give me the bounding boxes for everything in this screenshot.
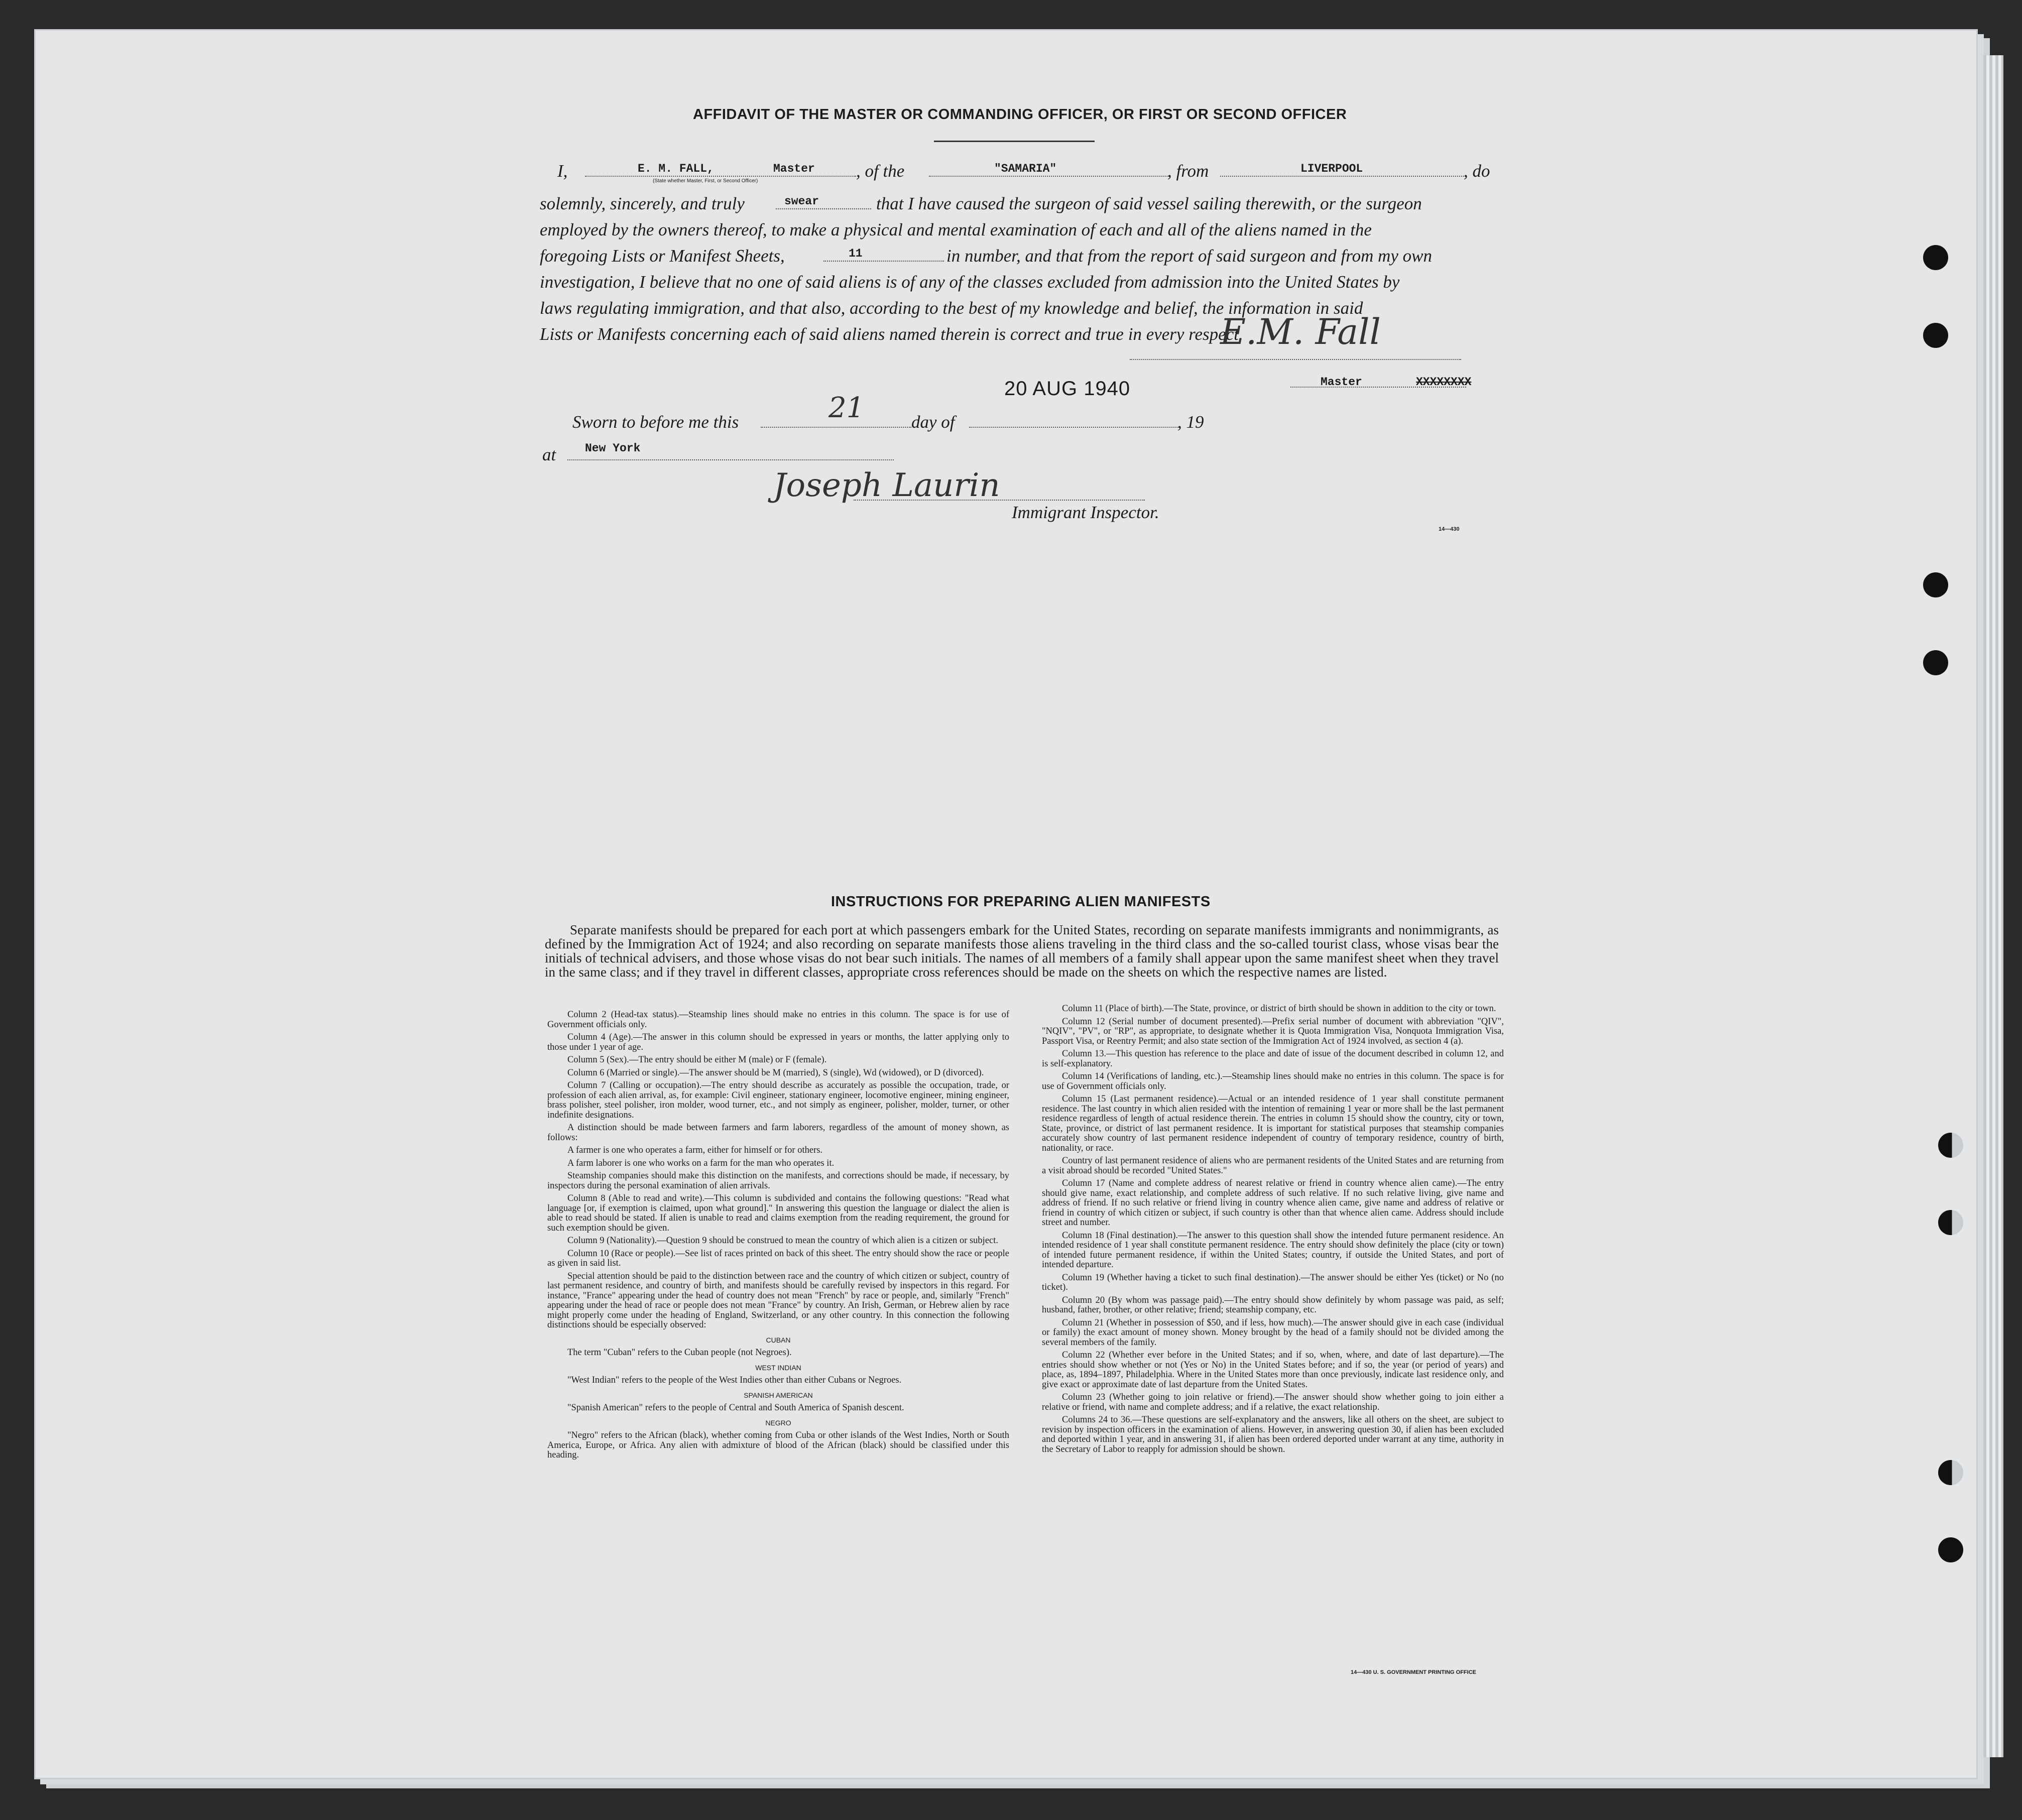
sworn-place: New York xyxy=(585,442,641,455)
from-label: , from xyxy=(1167,161,1209,181)
affidavit-line7: Lists or Manifests concerning each of said aliens named therein is correct and true in every respect. xyxy=(540,324,1243,344)
title-underline xyxy=(934,141,1095,142)
right-paragraph: Column 15 (Last permanent residence).—Actual or an intended residence of 1 year shall constitute permanent residence. The last country in which alien resided with the intention of remaining 1 year or more shall be the last permanent residence regardless of length of actual residence therein. The entries in column 15 should show the country, city or town, State, province, or district of last permanent residence. It is important for statistical purposes that steamship companies accurately show country of last permanent residence independent of country of temporary residence, country of birth, nationality, or race. xyxy=(1042,1094,1504,1153)
officer-rank: Master xyxy=(773,162,815,175)
left-paragraph: Column 5 (Sex).—The entry should be either M (male) or F (female). xyxy=(567,1055,827,1065)
do-label: , do xyxy=(1464,161,1490,181)
instructions-left-column xyxy=(547,1010,1009,1464)
heading-cuban: CUBAN xyxy=(766,1336,791,1344)
place-line xyxy=(567,459,894,460)
master-signature: E.M. Fall xyxy=(1220,311,1381,352)
left-paragraph: A distinction should be made between farmers and farm laborers, regardless of the amount of money shown, as follows: xyxy=(547,1123,1009,1143)
sworn-day: 21 xyxy=(828,392,865,424)
left-paragraph: Column 7 (Calling or occupation).—The entry should describe as accurately as possible the occupation, trade, or profession of each alien arrival, as, for example: Civil engineer, stationary engineer, locomotive engineer, mining engineer, brass polisher, steel polisher, iron molder, wood turner, etc., and not simply as engineer, polisher, molder, turner, or other indefinite designations. xyxy=(547,1080,1009,1120)
paragraph-cuban: The term "Cuban" refers to the Cuban people (not Negroes). xyxy=(567,1348,792,1358)
punch-hole xyxy=(1938,1537,1963,1562)
left-paragraph: Column 6 (Married or single).—The answer should be M (married), S (single), Wd (widowed), or D (divorced). xyxy=(567,1067,984,1078)
inspector-signature: Joseph Laurin xyxy=(773,467,1000,504)
paragraph-spanish-american: "Spanish American" refers to the people of Central and South America of Spanish descent. xyxy=(567,1403,904,1413)
left-paragraph: Column 10 (Race or people).—See list of races printed on back of this sheet. The entry should show the race or people as given in said list. xyxy=(547,1248,1009,1268)
affidavit-line2b: that I have caused the surgeon of said vessel sailing therewith, or the surgeon xyxy=(876,194,1422,213)
port-name: LIVERPOOL xyxy=(1300,162,1363,175)
right-paragraph: Column 14 (Verifications of landing, etc.).—Steamship lines should make no entries in this column. The space is for use of Government officials only. xyxy=(1042,1071,1504,1091)
punch-hole xyxy=(1938,1210,1963,1235)
left-paragraph: A farm laborer is one who works on a farm for the man who operates it. xyxy=(567,1158,835,1168)
year-prefix: , 19 xyxy=(1177,412,1204,432)
oath-line xyxy=(776,208,871,209)
punch-hole xyxy=(1923,245,1948,270)
sheets-line xyxy=(823,261,944,262)
heading-negro: NEGRO xyxy=(765,1418,791,1427)
instructions-right-column xyxy=(1042,1004,1504,1458)
date-stamp: 20 AUG 1940 xyxy=(1004,378,1131,400)
right-paragraph: Column 22 (Whether ever before in the United States; and if so, when, where, and date of last departure).—The entries should show whether or not (Yes or No) in the United States before; and if so, the year (or period of years) and place, as, 1894–1897, Philadelphia. Where in the United States more than once previously, indicate last residence only, and give exact or approximate date of last departure from the United States. xyxy=(1042,1350,1504,1390)
inspector-title: Immigrant Inspector. xyxy=(1012,503,1159,522)
day-of-label: day of xyxy=(911,412,955,432)
sheet-count: 11 xyxy=(849,247,863,260)
ship-name: "SAMARIA" xyxy=(994,162,1057,175)
right-paragraph: Column 13.—This question has reference to the place and date of issue of the document described in column 12, and is self-explanatory. xyxy=(1042,1049,1504,1069)
affidavit-line5: investigation, I believe that no one of said aliens is of any of the classes excluded from admission into the United States by xyxy=(540,272,1400,292)
punch-hole xyxy=(1923,323,1948,348)
left-paragraph: A farmer is one who operates a farm, either for himself or for others. xyxy=(567,1145,823,1155)
heading-west-indian: WEST INDIAN xyxy=(755,1363,801,1372)
heading-spanish-american: SPANISH AMERICAN xyxy=(744,1391,813,1399)
punch-hole xyxy=(1938,1133,1963,1158)
month-line xyxy=(969,427,1180,428)
left-paragraph: Steamship companies should make this distinction on the manifests, and corrections should be made, if necessary, by inspectors during the personal examination of alien arrivals. xyxy=(547,1171,1009,1191)
of-the-label: , of the xyxy=(856,161,905,181)
left-paragraph: Column 9 (Nationality).—Question 9 should be construed to mean the country of which alien is a citizen or subject. xyxy=(567,1236,999,1246)
instructions-intro: Separate manifests should be prepared for each port at which passengers embark for the United States, recording on separate manifests immigrants and nonimmigrants, as defined by the Immigration Act of 1924; and also recording on separate manifests those aliens traveling in the third class and the so-called tourist class, whose visas bear the initials of technical advisers, and those whose visas do not bear such initials. The names of all members of a family shall appear upon the same manifest sheet when they travel in the same class; and if they travel in different classes, appropriate cross references should be made on the sheets on which the respective names are listed. xyxy=(545,922,1499,980)
right-paragraph: Column 11 (Place of birth).—The State, province, or district of birth should be shown in addition to the city or town. xyxy=(1062,1004,1496,1014)
punch-hole xyxy=(1923,572,1948,597)
right-paragraph: Columns 24 to 36.—These questions are self-explanatory and the answers, like all others on the sheet, are subject to revision by inspection officers in the examination of aliens. However, in answering question 30, if alien has been excluded and deported within 1 year, and in answering 31, if alien has been ordered deported under warrant at any time, authority in the Secretary of Labor to reapply for admission should be shown. xyxy=(1042,1415,1504,1454)
signer-title: Master xyxy=(1321,376,1362,389)
punch-hole xyxy=(1923,650,1948,675)
printing-office-footer: 14—430 U. S. GOVERNMENT PRINTING OFFICE xyxy=(1351,1669,1476,1675)
signature-line xyxy=(1130,359,1461,360)
punch-hole xyxy=(1938,1460,1963,1485)
paragraph-west-indian: "West Indian" refers to the people of the West Indies other than either Cubans or Negroes. xyxy=(567,1375,902,1385)
page-stack-edge xyxy=(1983,55,2003,1757)
at-label: at xyxy=(542,445,556,464)
right-paragraph: Column 19 (Whether having a ticket to such final destination).—The answer should be either Yes (ticket) or No (no ticket). xyxy=(1042,1272,1504,1292)
ship-line xyxy=(929,176,1170,177)
affidavit-line6: laws regulating immigration, and that also, according to the best of my knowledge and belief, the information in said xyxy=(540,298,1363,318)
right-paragraph: Country of last permanent residence of aliens who are permanent residents of the United States and are returning from a visit abroad should be recorded "United States." xyxy=(1042,1156,1504,1176)
affidavit-line4a: foregoing Lists or Manifest Sheets, xyxy=(540,246,785,266)
left-paragraph: Column 8 (Able to read and write).—This column is subdivided and contains the following questions: "Read what language [or, if exemption is claimed, upon what ground]." In answering this question the language or dialect the alien is able to read should be stated. If alien is unable to read and claims exemption from the reading requirement, the ground for such exemption should be given. xyxy=(547,1193,1009,1233)
master-name: E. M. FALL, xyxy=(638,162,714,175)
right-paragraphs xyxy=(1042,1004,1504,1454)
instructions-title: INSTRUCTIONS FOR PREPARING ALIEN MANIFESTS xyxy=(831,894,1211,910)
name-line xyxy=(585,176,856,177)
rank-hint: (State whether Master, First, or Second Officer) xyxy=(653,178,758,184)
oath-word: swear xyxy=(784,195,819,208)
sworn-day-line xyxy=(761,427,911,428)
port-line xyxy=(1220,176,1466,177)
affidavit-line4b: in number, and that from the report of said surgeon and from my own xyxy=(946,246,1433,266)
left-paragraphs xyxy=(547,1010,1009,1330)
left-paragraph: Special attention should be paid to the distinction between race and the country of which citizen or subject, country of last permanent residence, and country of birth, and manifests should be carefully revised by inspectors in this regard. For instance, "France" appearing under the head of country does not mean "French" by race or people, and, similarly "French" appearing under the head of race or people does not mean "France" by country. An Irish, German, or Hebrew alien by race might properly come under the heading of England, Switzerland, or any other country. In this connection the following distinctions should be especially observed: xyxy=(547,1271,1009,1330)
left-paragraph: Column 2 (Head-tax status).—Steamship lines should make no entries in this column. The space is for use of Government officials only. xyxy=(547,1010,1009,1030)
right-paragraph: Column 20 (By whom was passage paid).—The entry should show definitely by whom passage was paid, as self; husband, father, brother, or other relative; friend; steamship company, etc. xyxy=(1042,1295,1504,1315)
affidavit-line3: employed by the owners thereof, to make a physical and mental examination of each and all of the aliens named in the xyxy=(540,220,1372,239)
affidavit-title: AFFIDAVIT OF THE MASTER OR COMMANDING OFFICER, OR FIRST OR SECOND OFFICER xyxy=(693,106,1347,123)
affidavit-i: I, xyxy=(557,161,568,181)
right-paragraph: Column 12 (Serial number of document presented).—Prefix serial number of document with abbreviation "QIV", "NQIV", "PV", or "RP", as appropriate, to designate whether it is Quota Immigration Visa, Nonquota Immigration Visa, Passport Visa, or Reentry Permit; and also state section of the Immigration Act of 1924 involved, as section 4 (a). xyxy=(1042,1016,1504,1046)
right-paragraph: Column 21 (Whether in possession of $50, and if less, how much).—The answer should give in each case (individual or family) the exact amount of money shown. Money brought by the head of a family should not be divided among the several members of the family. xyxy=(1042,1317,1504,1348)
affidavit-line2a: solemnly, sincerely, and truly xyxy=(540,194,745,213)
sworn-label: Sworn to before me this xyxy=(572,412,739,432)
struck-title: XXXXXXXX xyxy=(1416,376,1472,389)
right-paragraph: Column 18 (Final destination).—The answer to this question shall show the intended future permanent residence. An intended residence of 1 year shall constitute permanent residence. The entry should show definitely the place (city or town) of intended future permanent residence, if within the United States; country, if outside the United States, and port of intended departure. xyxy=(1042,1230,1504,1270)
right-paragraph: Column 17 (Name and complete address of nearest relative or friend in country whence alien came).—The entry should give name, exact relationship, and complete address of such relative. If no such relative living, give name and address of friend. If no such relative or friend living in country whence alien came, give name and address of relative or friend in country of which citizen or subject, if such country is other than that whence alien came. Address should include street and number. xyxy=(1042,1178,1504,1228)
paragraph-negro: "Negro" refers to the African (black), whether coming from Cuba or other islands of the West Indies, North or South America, Europe, or Africa. Any alien with admixture of blood of the African (black) should be classified under this heading. xyxy=(547,1430,1009,1460)
right-paragraph: Column 23 (Whether going to join relative or friend).—The answer should show whether going to join either a relative or friend, with name and complete address; and if a relative, the exact relationship. xyxy=(1042,1392,1504,1412)
form-number: 14—430 xyxy=(1439,526,1460,532)
left-paragraph: Column 4 (Age).—The answer in this column should be expressed in years or months, the latter applying only to those under 1 year of age. xyxy=(547,1032,1009,1052)
